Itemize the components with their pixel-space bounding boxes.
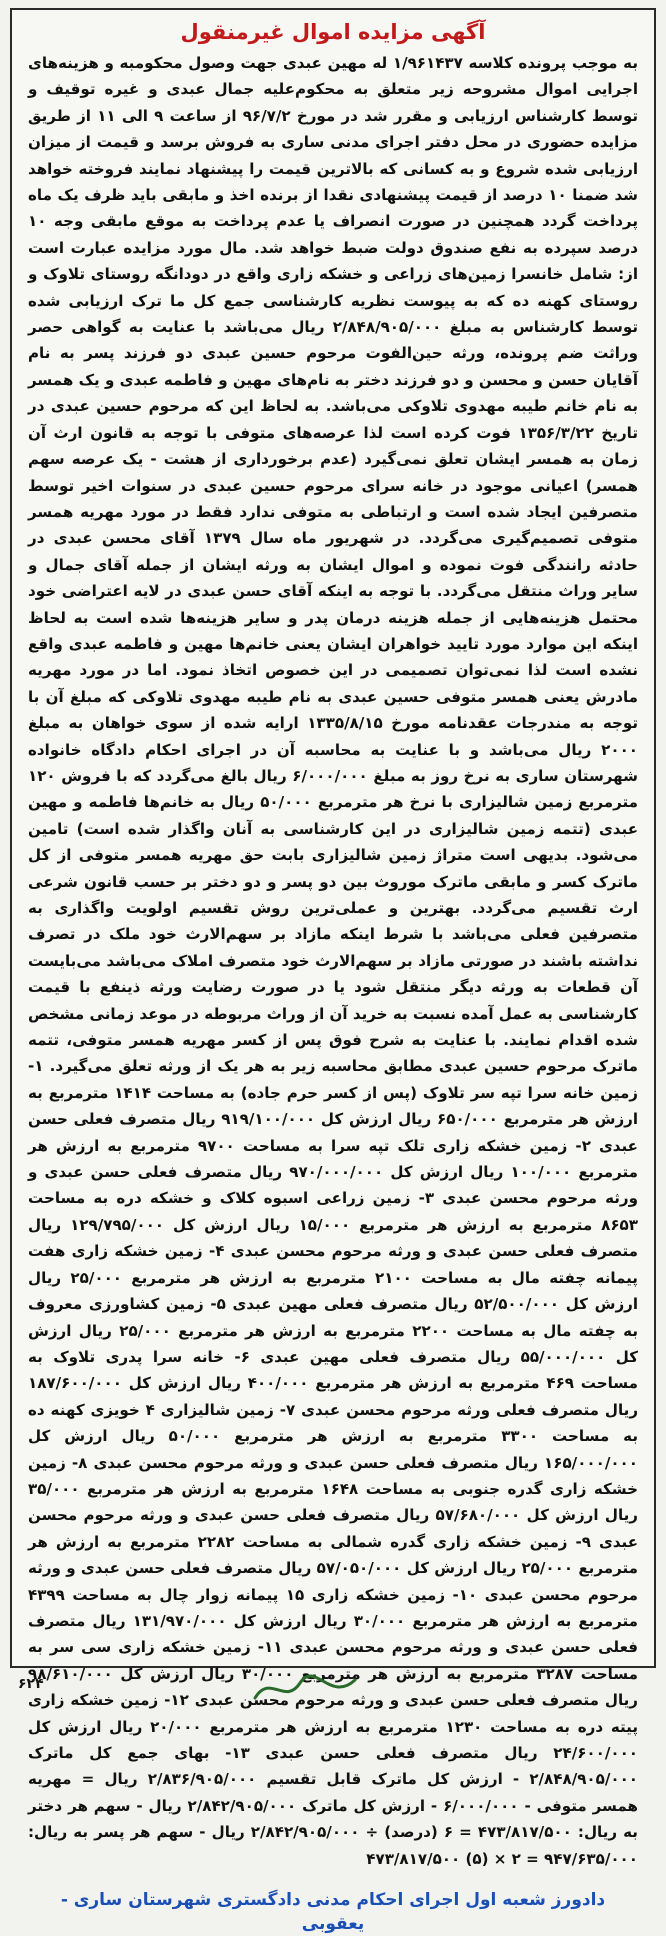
notice-signature: دادورز شعبه اول اجرای احکام مدنی دادگستری شهرستان ساری - یعقوبی: [60, 1890, 606, 1935]
page-number: ۶۲۴: [18, 1676, 44, 1692]
notice-body: به موجب پرونده کلاسه ۱/۹۶۱۴۳۷ له مهین عبدی جهت وصول محکومبه و هزینه‌های اجرایی اموال مشروحه زیر متعلق به محکوم‌علیه جمال عبدی و غیره توقیف و توسط کارشناس ارزیابی و مقرر شد در مورخ ۹۶/۷/۲ از ساعت ۹ الی ۱۱ از طریق مزایده حضوری در محل دفتر اجرای مدنی ساری به فروش برسد و قیمت از میزان ارزیابی شده شروع و به کسانی که بالاترین قیمت را پیشنهاد نمایند فروخته خواهد شد ضمنا ۱۰ درصد از قیمت پیشنهادی نقدا از برنده اخذ و مابقی باید ظرف یک ماه پرداخت گردد همچنین در صورت انصراف یا عدم پرداخت به موقع مابقی وجه ۱۰ درصد سپرده به نفع صندوق دولت ضبط خواهد شد. مال مورد مزایده عبارت است از: شامل خانسرا زمین‌های زراعی و خشکه زاری واقع در دودانگه روستای تلاوک و روستای کهنه ده که به پیوست نظریه کارشناسی جمع کل ما ترک ارزیابی شده توسط کارشناس به مبلغ ۲/۸۴۸/۹۰۵/۰۰۰ ریال می‌باشد با عنایت به گواهی حصر وراثت ضم پرونده، ورثه حین‌الفوت مرحوم حسین عبدی دو فرزند پسر به نام آقایان حسن و محسن و دو فرزند دختر به نام‌های مهین و فاطمه عبدی و یک همسر به نام خانم طیبه مهدوی تلاوکی می‌باشد. به لحاظ این که مرحوم حسین عبدی در تاریخ ۱۳۵۶/۳/۲۲ فوت کرده است لذا عرصه‌های متوفی با توجه به قانون ارث آن زمان به همسر ایشان تعلق نمی‌گیرد (عدم برخورداری از هشت - یک عرصه سهم همسر) اعیانی موجود در خانه سرای مرحوم حسین عبدی در سنوات اخیر توسط متصرفین ایجاد شده است و ارتباطی به متوفی ندارد فقط در مورد مهریه همسر متوفی تصمیم‌گیری می‌گردد. در شهریور ماه سال ۱۳۷۹ آقای محسن عبدی در حادثه رانندگی فوت نموده و اموال ایشان به ورثه ایشان از جمله آقای جمال و سایر وراث منتقل می‌گردد. با توجه به اینکه آقای حسن عبدی در لایه اعتراضی خود محتمل هزینه‌هایی از جمله هزینه درمان پدر و سایر هزینه‌ها شده است به لحاظ اینکه این موارد مورد تایید خواهران ایشان یعنی خانم‌ها مهین و فاطمه عبدی واقع نشده است لذا نمی‌توان تصمیمی در این خصوص اتخاذ نمود. اما در مورد مهریه مادرش یعنی همسر متوفی حسین عبدی به نام طیبه مهدوی تلاوکی که مبلغ آن با توجه به مندرجات عقدنامه مورخ ۱۳۳۵/۸/۱۵ ارایه شده از سوی خواهان به مبلغ ۲۰۰۰ ریال می‌باشد و با عنایت به محاسبه آن در اجرای احکام دادگاه خانواده شهرستان ساری به نرخ روز به مبلغ ۶/۰۰۰/۰۰۰ ریال بالغ می‌گردد که با فروش ۱۲۰ مترمربع زمین شالیزاری با نرخ هر مترمربع ۵۰/۰۰۰ ریال به خانم‌ها فاطمه و مهین عبدی (تتمه زمین شالیزاری در این کارشناسی به آنان واگذار شده است) تامین می‌شود. بدیهی است متراژ زمین شالیزاری بابت حق مهریه همسر متوفی از کل ماترک کسر و مابقی ماترک موروث بین دو پسر و دو دختر بر حسب قانون شرعی ارث تقسیم می‌گردد. بهترین و عملی‌ترین روش تقسیم اولویت واگذاری به متصرفین فعلی می‌باشد با شرط اینکه مازاد بر سهم‌الارث خود ملک در تصرف نداشته باشند در صورتی مازاد بر سهم‌الارث خود متصرف املاک می‌باشد می‌بایست آن قطعات به ورثه دیگر منتقل شود یا در صورت رضایت ورثه ذینفع با قیمت کارشناسی به عمل آمده نسبت به خرید آن از وراث مربوطه در موعد زمانی مشخص شده اقدام نمایند. با عنایت به شرح فوق پس از کسر مهریه همسر متوفی، تتمه ماترک مرحوم حسین عبدی مطابق محاسبه زیر به هر یک از ورثه تعلق می‌گیرد. ۱- زمین خانه سرا تپه سر تلاوک (پس از کسر حرم جاده) به مساحت ۱۴۱۴ مترمربع به ارزش هر مترمربع ۶۵۰/۰۰۰ ریال ارزش کل ۹۱۹/۱۰۰/۰۰۰ ریال متصرف فعلی حسن عبدی ۲- زمین خشکه زاری تلک تپه سرا به مساحت ۹۷۰۰ مترمربع به ارزش هر مترمربع ۱۰۰/۰۰۰ ریال ارزش کل ۹۷۰/۰۰۰/۰۰۰ ریال متصرف فعلی حسن عبدی و ورثه مرحوم محسن عبدی ۳- زمین زراعی اسبوه کلاک و خشکه دره به مساحت ۸۶۵۳ مترمربع به ارزش هر مترمربع ۱۵/۰۰۰ ریال ارزش کل ۱۲۹/۷۹۵/۰۰۰ ریال متصرف فعلی حسن عبدی و ورثه مرحوم محسن عبدی ۴- زمین خشکه زاری هفت پیمانه چفته مال به مساحت ۲۱۰۰ مترمربع به ارزش هر مترمربع ۲۵/۰۰۰ ریال ارزش کل ۵۲/۵۰۰/۰۰۰ ریال متصرف فعلی مهین عبدی ۵- زمین کشاورزی معروف به چفته مال به مساحت ۲۲۰۰ مترمربع به ارزش هر مترمربع ۲۵/۰۰۰ ریال ارزش کل ۵۵/۰۰۰/۰۰۰ ریال متصرف فعلی مهین عبدی ۶- خانه سرا پدری تلاوک به مساحت ۴۶۹ مترمربع به ارزش هر مترمربع ۴۰۰/۰۰۰ ریال ارزش کل ۱۸۷/۶۰۰/۰۰۰ ریال متصرف فعلی ورثه مرحوم محسن عبدی ۷- زمین شالیزاری ۴ خویزی کهنه ده به مساحت ۳۳۰۰ مترمربع به ارزش هر مترمربع ۵۰/۰۰۰ ریال ارزش کل ۱۶۵/۰۰۰/۰۰۰ ریال متصرف فعلی حسن عبدی و ورثه مرحوم محسن عبدی ۸- زمین خشکه زاری گدره جنوبی به مساحت ۱۶۴۸ مترمربع به ارزش هر مترمربع ۳۵/۰۰۰ ریال ارزش کل ۵۷/۶۸۰/۰۰۰ ریال متصرف فعلی حسن عبدی و ورثه مرحوم محسن عبدی ۹- زمین خشکه زاری گدره شمالی به مساحت ۲۲۸۲ مترمربع به ارزش هر مترمربع ۲۵/۰۰۰ ریال ارزش کل ۵۷/۰۵۰/۰۰۰ ریال متصرف فعلی حسن عبدی و ورثه مرحوم محسن عبدی ۱۰- زمین خشکه زاری ۱۵ پیمانه زوار چال به مساحت ۴۳۹۹ مترمربع به ارزش هر مترمربع ۳۰/۰۰۰ ریال ارزش کل ۱۳۱/۹۷۰/۰۰۰ ریال متصرف فعلی حسن عبدی و ورثه مرحوم محسن عبدی ۱۱- زمین خشکه زاری سی سر به مساحت ۳۲۸۷ مترمربع به ارزش هر مترمربع ۳۰/۰۰۰ ریال ارزش کل ۹۸/۶۱۰/۰۰۰ ریال متصرف فعلی حسن عبدی و ورثه مرحوم محسن عبدی ۱۲- زمین خشکه زاری پیته دره به مساحت ۱۲۳۰ مترمربع به ارزش هر مترمربع ۲۰/۰۰۰ ریال ارزش کل ۲۴/۶۰۰/۰۰۰ ریال متصرف فعلی حسن عبدی ۱۳- بهای جمع کل ماترک ۲/۸۴۸/۹۰۵/۰۰۰ - ارزش کل ماترک قابل تقسیم ۲/۸۳۶/۹۰۵/۰۰۰ ریال = مهریه همسر متوفی - ۶/۰۰۰/۰۰۰ - ارزش کل ماترک ۲/۸۴۲/۹۰۵/۰۰۰ ریال - سهم هر دختر به ریال: ۴۷۳/۸۱۷/۵۰۰ = ۶ (درصد) ÷ ۲/۸۴۲/۹۰۵/۰۰۰ ریال - سهم هر پسر به ریال: ۹۴۷/۶۳۵/۰۰۰ = ۲ × (۵) ۴۷۳/۸۱۷/۵۰۰: [28, 54, 639, 1868]
handwritten-mark-icon: [245, 1668, 365, 1708]
notice-title: آگهی مزایده اموال غیرمنقول: [180, 20, 486, 44]
